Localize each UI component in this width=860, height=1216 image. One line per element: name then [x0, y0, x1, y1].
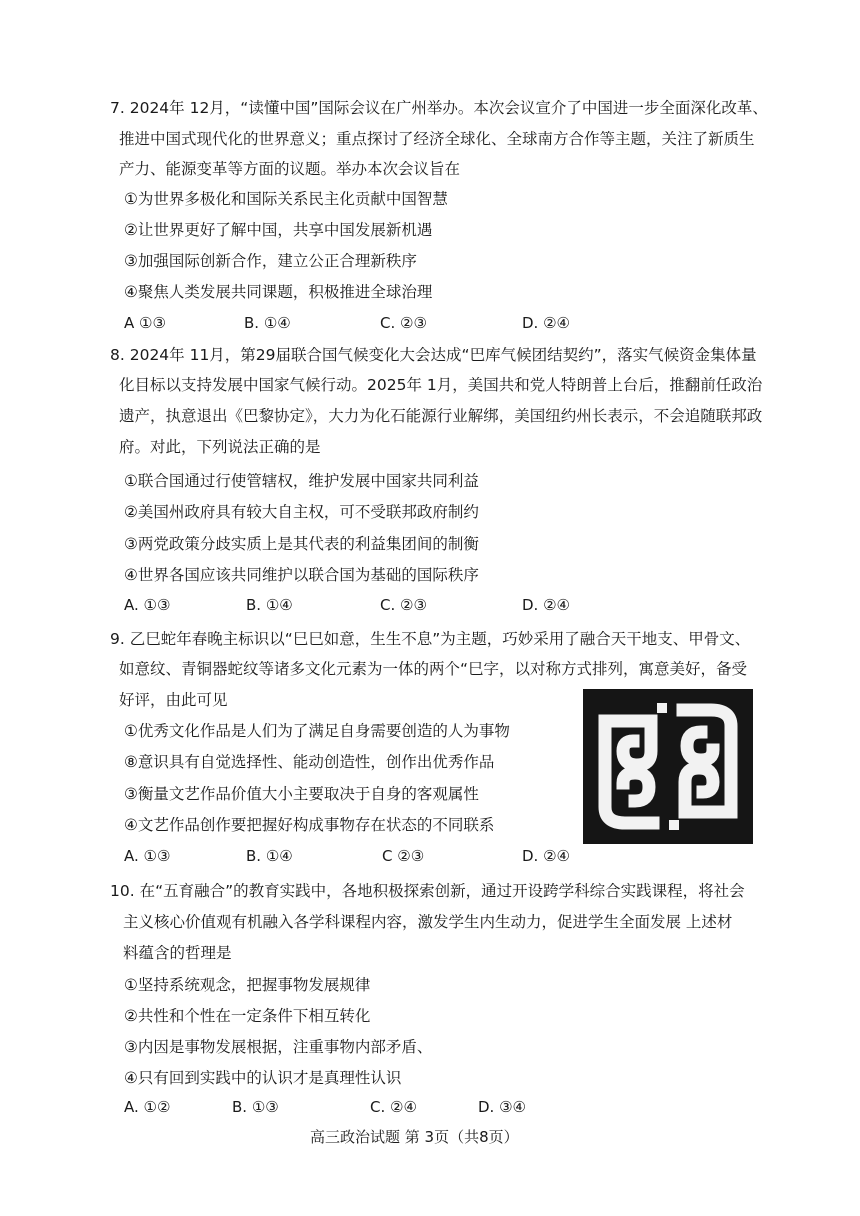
q7-statement-4: ④聚焦人类发展共同课题，积极推进全球治理: [124, 283, 433, 301]
q10-statement-4: ④只有回到实践中的认识才是真理性认识: [124, 1069, 402, 1087]
q9-choice-d[interactable]: D. ②④: [522, 847, 570, 865]
q7-stem-line-2: 推进中国式现代化的世界意义；重点探讨了经济全球化、全球南方合作等主题，关注了新质生: [119, 130, 755, 148]
q8-choice-d[interactable]: D. ②④: [522, 596, 570, 614]
q10-choice-c[interactable]: C. ②④: [370, 1098, 417, 1116]
q7-statement-1: ①为世界多极化和国际关系民主化贡献中国智慧: [124, 190, 448, 208]
q10-stem-line-1: 10. 在“五育融合”的教育实践中，各地积极探索创新，通过开设跨学科综合实践课程，将社会: [110, 882, 745, 900]
q9-choice-b[interactable]: B. ①④: [246, 847, 293, 865]
q8-statement-1: ①联合国通过行使管辖权，维护发展中国家共同利益: [124, 472, 479, 490]
q9-statement-1: ①优秀文化作品是人们为了满足自身需要创造的人为事物: [124, 722, 510, 740]
q10-statement-1: ①坚持系统观念，把握事物发展规律: [124, 976, 371, 994]
double-si-emblem-icon: [583, 689, 753, 844]
q10-stem-line-3: 料蕴含的哲理是: [123, 944, 232, 962]
q10-stem-line-2: 主义核心价值观有机融入各学科课程内容，激发学生内生动力，促进学生全面发展 上述材: [123, 913, 733, 931]
q7-choice-a[interactable]: A ①③: [124, 314, 166, 332]
q9-statement-2: ⑧意识具有自觉选择性、能动创造性，创作出优秀作品: [124, 753, 495, 771]
q9-stem-line-3: 好评，由此可见: [119, 691, 228, 709]
q7-stem-line-1: 7. 2024年 12月，“读懂中国”国际会议在广州举办。本次会议宣介了中国进一步全面深化改革、: [110, 99, 768, 117]
q9-stem-line-2: 如意纹、青铜器蛇纹等诸多文化元素为一体的两个“巳字，以对称方式排列，寓意美好，备受: [119, 660, 748, 678]
q8-choice-b[interactable]: B. ①④: [246, 596, 293, 614]
q8-stem-line-2: 化目标以支持发展中国家气候行动。2025年 1月，美国共和党人特朗普上台后，推翻前任政治: [119, 376, 763, 394]
q7-choice-b[interactable]: B. ①④: [244, 314, 291, 332]
q9-choice-a[interactable]: A. ①③: [124, 847, 171, 865]
q8-choice-a[interactable]: A. ①③: [124, 596, 171, 614]
page-footer: 高三政治试题 第 3页（共8页）: [310, 1128, 519, 1146]
q8-choice-c[interactable]: C. ②③: [380, 596, 427, 614]
q8-stem-line-1: 8. 2024年 11月，第29届联合国气候变化大会达成“巴库气候团结契约”，落实气候资金集体量: [110, 346, 757, 364]
q7-choice-c[interactable]: C. ②③: [380, 314, 427, 332]
q7-choice-d[interactable]: D. ②④: [522, 314, 570, 332]
snake-year-logo-image: [583, 689, 753, 844]
q8-statement-3: ③两党政策分歧实质上是其代表的利益集团间的制衡: [124, 535, 479, 553]
q8-stem-line-4: 府。对此，下列说法正确的是: [119, 438, 321, 456]
q8-statement-4: ④世界各国应该共同维护以联合国为基础的国际秩序: [124, 566, 479, 584]
q10-choice-a[interactable]: A. ①②: [124, 1098, 171, 1116]
q7-statement-2: ②让世界更好了解中国，共享中国发展新机遇: [124, 221, 433, 239]
q10-choice-d[interactable]: D. ③④: [478, 1098, 526, 1116]
q9-statement-3: ③衡量文艺作品价值大小主要取决于自身的客观属性: [124, 785, 479, 803]
q8-stem-line-3: 遗产，执意退出《巴黎协定》，大力为化石能源行业解绑，美国纽约州长表示，不会追随联邦政: [119, 407, 763, 425]
q10-choice-b[interactable]: B. ①③: [232, 1098, 279, 1116]
q7-stem-line-3: 产力、能源变革等方面的议题。举办本次会议旨在: [119, 160, 461, 178]
q8-statement-2: ②美国州政府具有较大自主权，可不受联邦政府制约: [124, 503, 479, 521]
q10-statement-3: ③内因是事物发展根据，注重事物内部矛盾、: [124, 1038, 433, 1056]
q10-statement-2: ②共性和个性在一定条件下相互转化: [124, 1007, 371, 1025]
q7-statement-3: ③加强国际创新合作，建立公正合理新秩序: [124, 252, 417, 270]
q9-stem-line-1: 9. 乙巳蛇年春晚主标识以“巳巳如意，生生不息”为主题，巧妙采用了融合天干地支、甲骨文、: [110, 630, 751, 648]
q9-choice-c[interactable]: C ②③: [382, 847, 425, 865]
q9-statement-4: ④文艺作品创作要把握好构成事物存在状态的不同联系: [124, 816, 495, 834]
